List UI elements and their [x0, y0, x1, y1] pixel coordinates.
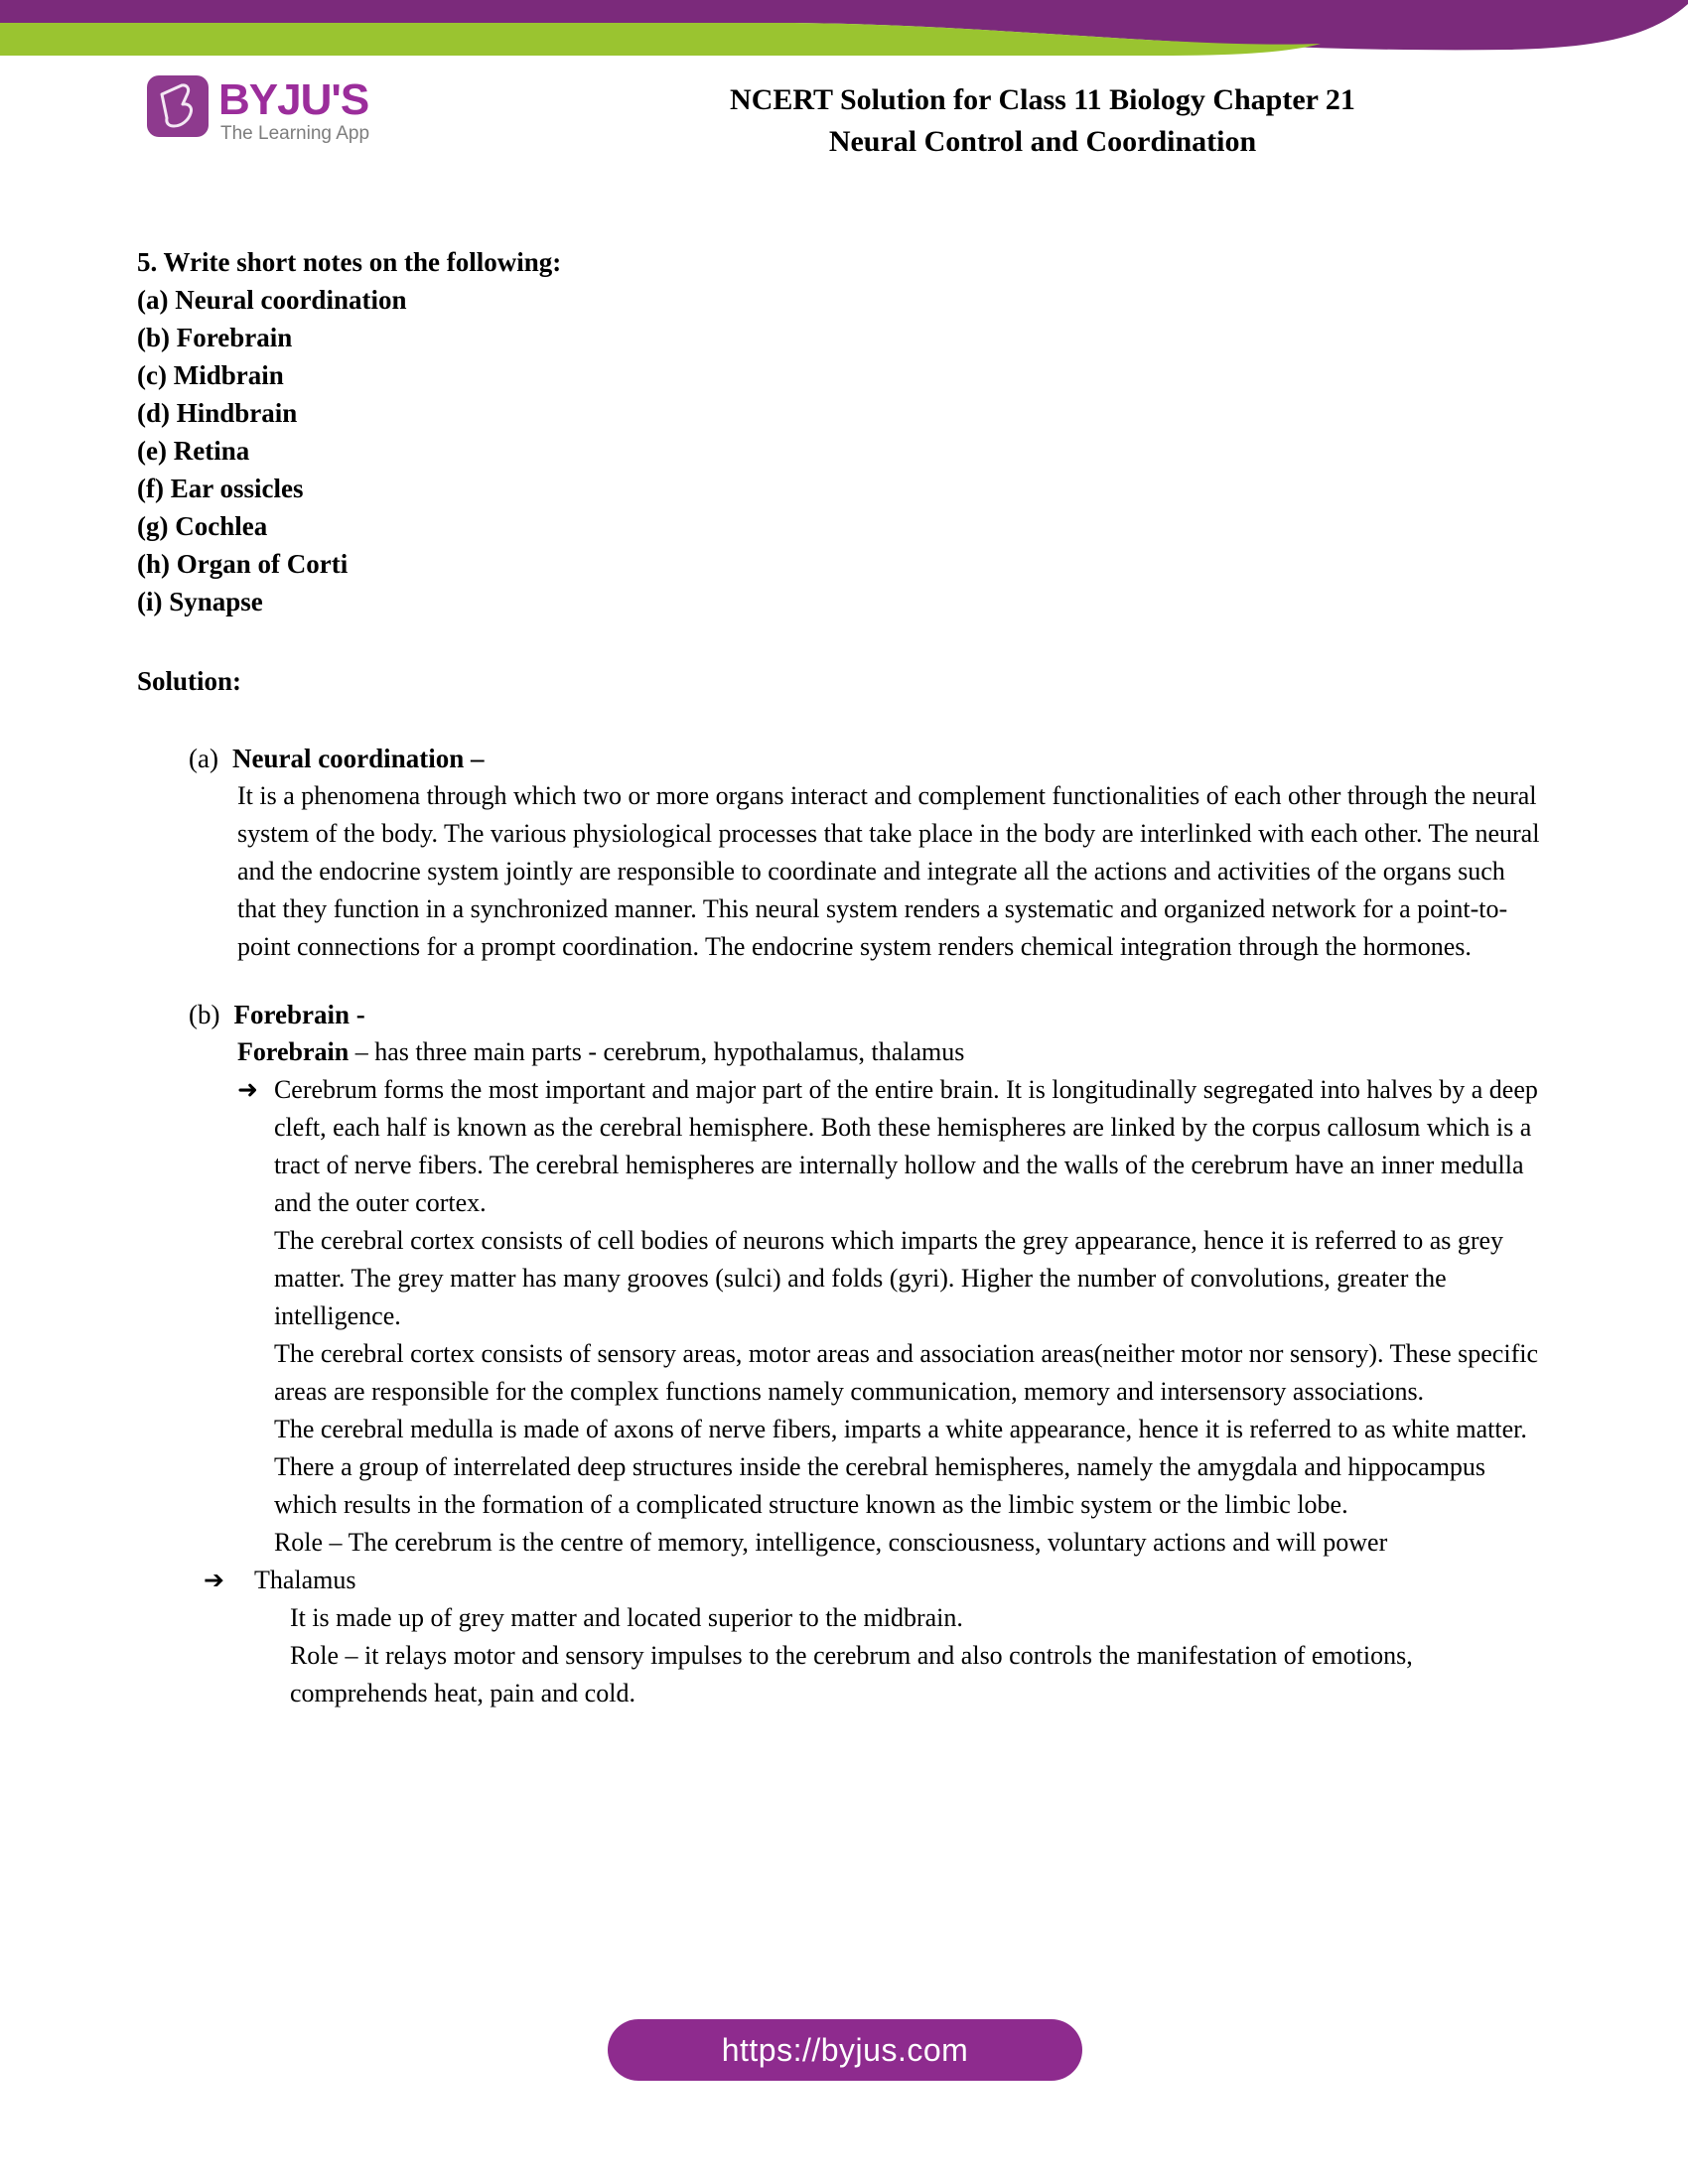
- question-item-i: (i) Synapse: [137, 587, 263, 616]
- byjus-b-logo-icon: [147, 75, 209, 137]
- question-item-e: (e) Retina: [137, 436, 250, 466]
- logo-tagline: The Learning App: [220, 123, 370, 144]
- answer-a-body: [189, 777, 1547, 966]
- thalamus-body: [254, 1599, 1547, 1712]
- arrow-right-icon: ➔: [204, 1566, 224, 1594]
- question-item-c: (c) Midbrain: [137, 360, 284, 390]
- header-banner: [0, 0, 1688, 60]
- question-item-g: (g) Cochlea: [137, 511, 268, 541]
- bullet-cerebrum: [237, 1071, 1547, 1562]
- byjus-logo: [147, 75, 445, 147]
- byjus-url-button[interactable]: [608, 2019, 1082, 2081]
- forebrain-lead-line: [237, 1033, 1547, 1071]
- answer-b-title: Forebrain -: [233, 1000, 365, 1029]
- forebrain-lead-bold: Forebrain: [237, 1037, 350, 1066]
- question-item-d: (d) Hindbrain: [137, 398, 298, 428]
- byjus-url-label: https://byjus.com: [721, 2031, 969, 2068]
- document-content: [137, 243, 1547, 1742]
- solution-label: Solution:: [137, 666, 242, 696]
- page-title-line1: NCERT Solution for Class 11 Biology Chapter 21: [730, 83, 1355, 116]
- question-item-f: (f) Ear ossicles: [137, 474, 304, 503]
- bullet-thalamus-text: [254, 1562, 1547, 1712]
- bullet-thalamus: [204, 1562, 1547, 1712]
- answer-b-body: [189, 1033, 1547, 1712]
- question-heading: 5. Write short notes on the following:: [137, 247, 562, 277]
- answer-a-title: Neural coordination –: [231, 744, 485, 773]
- cerebrum-paragraph-4: The cerebral medulla is made of axons of nerve fibers, imparts a white appearance, hence it is referred to as white matter. There a group of interrelated deep structures inside the cerebral hemispheres, namely the amygdala and hippocampus which results in the formation of a complicated structure known as the limbic system or the limbic lobe.: [273, 1415, 1527, 1519]
- thalamus-paragraph-1: It is made up of grey matter and located superior to the midbrain.: [289, 1603, 963, 1632]
- page-title: [596, 79, 1489, 163]
- answer-block-b: [189, 996, 1547, 1712]
- logo-wordmark: BYJU'S: [218, 75, 369, 124]
- answers-section: [137, 740, 1547, 1712]
- question-item-b: (b) Forebrain: [137, 323, 293, 352]
- question-item-a: (a) Neural coordination: [137, 285, 407, 315]
- thalamus-title: Thalamus: [253, 1566, 356, 1594]
- page-title-line2: Neural Control and Coordination: [828, 125, 1257, 158]
- question-item-list: [137, 281, 1547, 620]
- question-item-h: (h) Organ of Corti: [137, 549, 349, 579]
- cerebrum-paragraph-3: The cerebral cortex consists of sensory areas, motor areas and association areas(neither motor nor sensory). These specific areas are responsible for the complex functions namely communication, memory and intersensory associations.: [273, 1339, 1538, 1406]
- cerebrum-paragraph-1: Cerebrum forms the most important and major part of the entire brain. It is longitudinally segregated into halves by a deep cleft, each half is known as the cerebral hemisphere. Both these hemispheres are linked by the corpus callosum which is a tract of nerve fibers. The cerebral hemispheres are internally hollow and the walls of the cerebrum have an inner medulla and the outer cortex.: [273, 1075, 1538, 1217]
- forebrain-lead-rest: – has three main parts - cerebrum, hypothalamus, thalamus: [349, 1037, 965, 1066]
- answer-a-heading: [189, 740, 1547, 777]
- thalamus-paragraph-2: Role – it relays motor and sensory impulses to the cerebrum and also controls the manifestation of emotions, comprehends heat, pain and cold.: [289, 1641, 1413, 1707]
- cerebrum-paragraph-2: The cerebral cortex consists of cell bodies of neurons which imparts the grey appearance, hence it is referred to as grey matter. The grey matter has many grooves (sulci) and folds (gyri). Higher the number of convolutions, greater the intelligence.: [273, 1226, 1504, 1330]
- answer-block-a: [189, 740, 1547, 966]
- cerebrum-paragraph-5: Role – The cerebrum is the centre of memory, intelligence, consciousness, voluntary actions and will power: [273, 1528, 1388, 1557]
- answer-b-heading: [189, 996, 1547, 1033]
- answer-a-marker: (a): [189, 744, 218, 773]
- bullet-cerebrum-text: [274, 1071, 1547, 1562]
- answer-a-paragraph: It is a phenomena through which two or more organs interact and complement functionalities of each other through the neural system of the body. The various physiological processes that take place in the body are interlinked with each other. The neural and the endocrine system jointly are responsible to coordinate and integrate all the actions and activities of the organs such that they function in a synchronized manner. This neural system renders a systematic and organized network for a point-to-point connections for a prompt coordination. The endocrine system renders chemical integration through the hormones.: [237, 781, 1540, 961]
- answer-b-marker: (b): [189, 1000, 220, 1029]
- arrow-right-icon: ➜: [237, 1075, 258, 1104]
